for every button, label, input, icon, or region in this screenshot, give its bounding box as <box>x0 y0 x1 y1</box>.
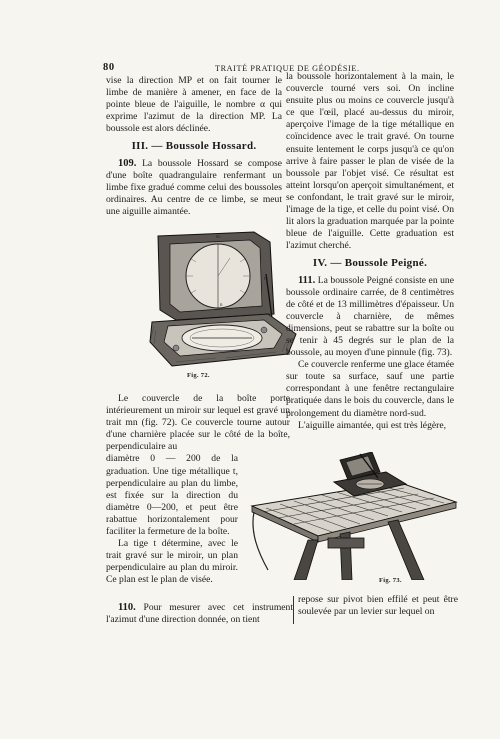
bottom-left-column <box>106 602 293 626</box>
paragraph-pivot: repose sur pivot bien effilé et peut être soulevée par un levier sur lequel on <box>298 594 458 618</box>
column-divider <box>293 596 294 624</box>
paragraph-boussole-main: la boussole horizontalement à la main, le couvercle tourné vers soi. On incline ensuite plus ou moins ce couvercle jusqu'à ce que l'œil, placé au-dessus du miroir, aperçoive l'image de la tige métallique en coïncidence avec le trait gravé. On tourne ensuite lentement le corps jusqu'à ce qu'on arrive à faire passer le plan de visée de la boussole par l'objet visé. Ce résultat est atteint lorsqu'on aperçoit simultanément, et se confondant, le trait gravé sur le miroir, l'image de la tige, et celle du point visé. On lit alors la graduation marquée par la pointe bleue de l'aiguille. Cette graduation est l'azimut cherché. <box>286 71 454 252</box>
paragraph-110 <box>106 602 293 626</box>
figure-72-hossard-compass <box>146 226 298 374</box>
left-column <box>106 75 282 218</box>
item-number-109: 109. <box>118 157 137 169</box>
svg-text:n: n <box>220 303 223 308</box>
paragraph-109-text: La boussole Hossard se compose d'une boîte quadrangulaire renfermant un limbe fixe gradué comme celui des boussoles ordinaires. Au centre de ce limbe, se meut une aiguille aimantée. <box>106 157 283 217</box>
item-number-110: 110. <box>118 602 136 613</box>
paragraph-111 <box>286 275 454 360</box>
section-heading-hossard: III. — Boussole Hossard. <box>131 140 257 153</box>
section-heading-peigne: IV. — Boussole Peigné. <box>312 257 428 270</box>
right-column <box>286 71 454 432</box>
figure-72-caption: Fig. 72. <box>187 372 210 379</box>
paragraph-glace: Ce couvercle renferme une glace étamée sur toute sa surface, sauf une partie correspondant à une fenêtre rectangulaire pratiquée dans le bois du couvercle, dans le prolongement du diamètre nord-sud. <box>286 359 454 419</box>
bottom-right-column <box>298 594 458 618</box>
page-number: 80 <box>103 62 115 73</box>
paragraph-110-text: Pour mesurer avec cet instrument l'azimut d'une direction donnée, on tient <box>106 602 294 626</box>
svg-text:m: m <box>216 235 220 240</box>
paragraph-109 <box>106 158 282 218</box>
paragraph-tige: La tige t détermine, avec le trait gravé sur le miroir, un plan perpendiculaire au plan du miroir. Ce plan est le plan de visée. <box>106 538 238 586</box>
paragraph: vise la direction MP et on fait tourner le limbe de manière à amener, en face de la pointe bleue de l'aiguille, le nombre α qui exprime l'azimut de la direction MP. La boussole est alors déclinée. <box>106 75 282 135</box>
figure-73-caption: Fig. 73. <box>379 577 402 584</box>
paragraph-couvercle: Le couvercle de la boîte porte intérieurement un miroir sur lequel est gravé un trait mn (fig. 72). Ce couvercle tourne autour d'une charnière placée sur le côté de la boîte, perpendiculaire au <box>106 393 290 453</box>
running-title: TRAITÉ PRATIQUE DE GÉODÉSIE. <box>215 64 360 73</box>
paragraph-diametre: diamètre 0 — 200 de la graduation. Une tige métallique t, perpendiculaire au plan du limbe, est fixée sur la direction du diamètre 0—200, et peut être rabattue horizontalement pour faciliter la fermeture de la boîte. <box>106 453 238 538</box>
paragraph-111-text: La boussole Peigné consiste en une boussole ordinaire carrée, de 8 centimètres de côté et de 13 millimètres d'épaisseur. Un couvercle à charnière, de mêmes dimensions, peut se rabattre sur la boîte ou se tenir à 45 degrés sur le plan de la boussole, au moyen d'une pinnule (fig. 73). <box>286 274 454 359</box>
figure-73-peigne-compass <box>248 452 458 580</box>
svg-text:t: t <box>264 277 266 282</box>
paragraph-aiguille: L'aiguille aimantée, qui est très légère, <box>298 419 446 431</box>
item-number-111: 111. <box>298 274 316 286</box>
